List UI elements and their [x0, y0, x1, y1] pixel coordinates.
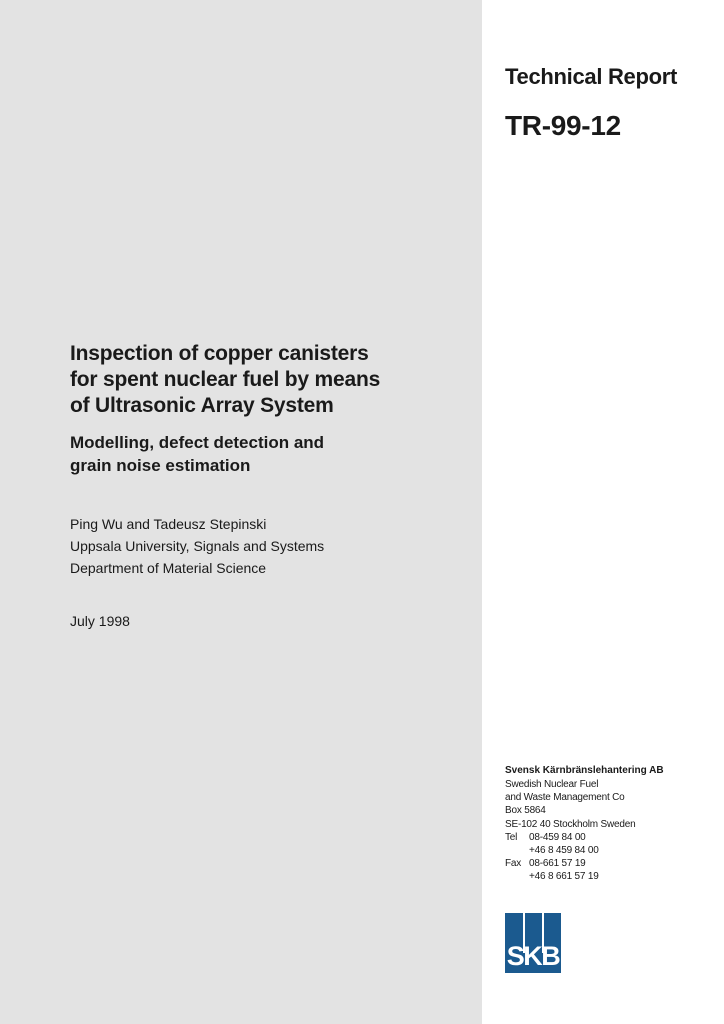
- publisher-box: Box 5864: [505, 805, 546, 817]
- fax-label: Fax: [505, 858, 522, 870]
- publisher-fax-row: [505, 857, 720, 870]
- title-line: for spent nuclear fuel by means: [70, 368, 381, 391]
- publisher-subname: Swedish Nuclear Fuel: [505, 779, 599, 790]
- publication-date: July 1998: [70, 613, 130, 629]
- author-affiliation: Uppsala University, Signals and Systems: [70, 538, 325, 554]
- tel-label: Tel: [505, 831, 518, 843]
- title-line: of Ultrasonic Array System: [70, 394, 334, 417]
- report-number: TR-99-12: [505, 110, 621, 141]
- author-department: Department of Material Science: [70, 560, 267, 576]
- publisher-subname: and Waste Management Co: [505, 792, 625, 804]
- document-subtitle: [70, 431, 470, 477]
- author-names: Ping Wu and Tadeusz Stepinski: [70, 516, 267, 532]
- tel-number-intl: +46 8 459 84 00: [529, 845, 599, 857]
- subtitle-line: grain noise estimation: [70, 456, 251, 475]
- skb-logo: [505, 913, 561, 973]
- logo-text: SKB: [506, 941, 560, 971]
- publisher-tel-intl-row: [505, 844, 720, 857]
- subtitle-line: Modelling, defect detection and: [70, 433, 325, 452]
- publisher-name: Svensk Kärnbränslehantering AB: [505, 765, 664, 776]
- publisher-postal: SE-102 40 Stockholm Sweden: [505, 818, 636, 830]
- tel-number: 08-459 84 00: [529, 831, 586, 843]
- authors-block: [70, 513, 470, 579]
- publisher-block: [505, 764, 720, 884]
- document-title: [70, 341, 470, 419]
- fax-number-intl: +46 8 661 57 19: [529, 871, 599, 883]
- title-line: Inspection of copper canisters: [70, 342, 369, 365]
- publisher-tel-row: [505, 831, 720, 844]
- fax-number: 08-661 57 19: [529, 858, 586, 870]
- publisher-fax-intl-row: [505, 870, 720, 883]
- report-type: Technical Report: [505, 64, 678, 89]
